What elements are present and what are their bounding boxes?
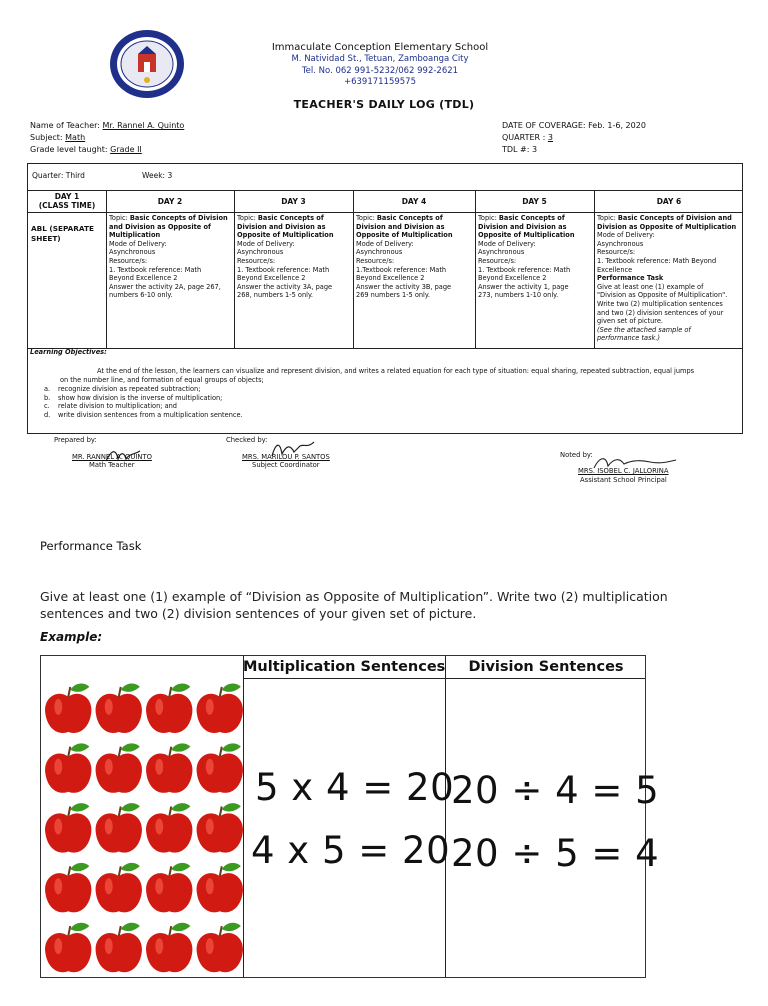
- cell-line: Answer the activity 1, page: [478, 282, 569, 291]
- coverage-field: [502, 121, 646, 130]
- tdl-table: [27, 163, 743, 434]
- apple-icon: [45, 684, 91, 733]
- performance-task-title: Performance Task: [40, 539, 142, 553]
- quarter-cell: Quarter: Third: [32, 172, 85, 180]
- cell-line: Asynchronous: [237, 248, 284, 257]
- week-cell: Week: 3: [142, 172, 173, 180]
- day4-header: DAY 4: [401, 197, 427, 206]
- cell-line: Mode of Delivery:: [109, 239, 167, 248]
- prepared-name: MR. RANNEL A. QUINTO: [72, 453, 152, 461]
- objectives-intro-2: on the number line, and formation of equal groups of objects;: [60, 376, 264, 384]
- cell-line: Asynchronous: [478, 248, 525, 257]
- cell-line: Beyond Excellence 2: [478, 274, 547, 283]
- subject-value: Math: [65, 133, 86, 142]
- day5-cell: [478, 214, 593, 300]
- objectives-list: [44, 385, 243, 419]
- multiplication-header: Multiplication Sentences: [243, 659, 446, 675]
- apple-icon: [146, 923, 192, 972]
- log-title: TEACHER'S DAILY LOG (TDL): [293, 98, 475, 111]
- apple-icon: [96, 743, 142, 792]
- tdl-field: [502, 145, 537, 154]
- topic-text: Topic: Basic Concepts of Division and Division as Opposite of Multiplication: [109, 214, 228, 240]
- example-table: [40, 655, 660, 978]
- quarter-field: [502, 133, 553, 142]
- cell-line: 1. Textbook reference: Math: [478, 265, 571, 274]
- topic-text: Topic: Basic Concepts of Division and Division as Opposite of Multiplication: [356, 214, 453, 240]
- cell-note: (See the attached sample of: [597, 325, 691, 334]
- day2-header: DAY 2: [157, 197, 183, 206]
- apple-icon: [96, 803, 142, 852]
- school-telephone: Tel. No. 062 991-5232/062 992-2621: [301, 66, 459, 76]
- objectives-label: Learning Objectives:: [30, 348, 107, 356]
- apple-icon: [45, 743, 91, 792]
- checked-label: Checked by:: [226, 436, 268, 444]
- multiplication-sentence-2: 4 x 5 = 20: [251, 829, 451, 872]
- prepared-title: Math Teacher: [89, 461, 135, 469]
- cell-line: Write two (2) multiplication sentences: [597, 299, 723, 308]
- tdl-value: 3: [532, 145, 538, 154]
- objective-item: d. write division sentences from a multiplication sentence.: [44, 410, 243, 419]
- day1-header: DAY 1 (CLASS TIME): [38, 192, 96, 210]
- cell-line: 1. Textbook reference: Math Beyond: [597, 256, 717, 265]
- cell-line: Mode of Delivery:: [478, 239, 536, 248]
- checked-name: MRS. MARILOU P. SANTOS: [242, 453, 330, 461]
- cell-note: performance task.): [597, 334, 660, 343]
- apple-icon: [96, 684, 142, 733]
- abl-cell: ABL (SEPARATE SHEET): [31, 224, 94, 243]
- division-header: Division Sentences: [468, 659, 624, 675]
- topic-text: Topic: Basic Concepts of Division and Division as Opposite of Multiplication: [597, 214, 737, 231]
- grade-field: [30, 145, 142, 154]
- prepared-label: Prepared by:: [54, 436, 97, 444]
- cell-line: "Division as Opposite of Multiplication".: [597, 291, 728, 300]
- checked-title: Subject Coordinator: [252, 461, 320, 469]
- day6-cell: [597, 214, 743, 343]
- cell-line: Resource/s:: [478, 256, 517, 265]
- apple-icon: [197, 803, 243, 852]
- cell-line: numbers 6-10 only.: [109, 291, 173, 300]
- teacher-field: [30, 121, 184, 130]
- apple-icon: [96, 863, 142, 912]
- cell-line: Asynchronous: [356, 248, 403, 257]
- teacher-value: Mr. Rannel A. Quinto: [102, 121, 185, 130]
- cell-line: 273, numbers 1-10 only.: [478, 291, 559, 300]
- cell-line: 268, numbers 1-5 only.: [237, 291, 314, 300]
- performance-task-heading: Performance Task: [597, 274, 664, 283]
- cell-line: 1. Textbook reference: Math: [237, 265, 330, 274]
- quarter-label: QUARTER :: [502, 133, 546, 142]
- day6-header: DAY 6: [656, 197, 682, 206]
- noted-label: Noted by:: [560, 451, 593, 459]
- school-seal-logo: [108, 28, 186, 100]
- cell-line: Answer the activity 2A, page 267,: [109, 282, 221, 291]
- cell-line: Excellence: [597, 265, 633, 274]
- cell-line: Resource/s:: [109, 256, 148, 265]
- cell-line: Answer the activity 3B, page: [356, 282, 452, 291]
- apple-icon: [96, 923, 142, 972]
- apple-icon: [146, 684, 192, 733]
- day2-cell: [109, 214, 233, 300]
- day3-cell: [237, 214, 352, 300]
- day3-header: DAY 3: [281, 197, 306, 206]
- coverage-label: DATE OF COVERAGE:: [502, 121, 586, 130]
- apple-grid: [41, 678, 243, 977]
- cell-line: given set of picture.: [597, 317, 664, 326]
- grade-label: Grade level taught:: [30, 145, 108, 154]
- multiplication-sentence-1: 5 x 4 = 20: [255, 766, 455, 809]
- apple-icon: [197, 743, 243, 792]
- school-address: M. Natividad St., Tetuan, Zamboanga City: [291, 54, 469, 64]
- cell-line: Beyond Excellence 2: [109, 274, 178, 283]
- apple-icon: [45, 923, 91, 972]
- objective-item: c. relate division to multiplication; and: [44, 402, 177, 411]
- cell-line: Asynchronous: [109, 248, 156, 257]
- teacher-label: Name of Teacher:: [30, 121, 100, 130]
- coverage-value: Feb. 1-6, 2020: [588, 121, 646, 130]
- cell-line: 1. Textbook reference: Math: [109, 265, 202, 274]
- cell-line: 269 numbers 1-5 only.: [356, 291, 430, 300]
- cell-line: Resource/s:: [597, 248, 636, 257]
- cell-line: Mode of Delivery:: [597, 231, 655, 240]
- division-sentence-1: 20 ÷ 4 = 5: [451, 769, 660, 812]
- noted-name: MRS. ISOBEL C. JALLORINA: [578, 467, 669, 475]
- cell-line: Asynchronous: [597, 239, 644, 248]
- topic-text: Topic: Basic Concepts of Division and Division as Opposite of Multiplication: [478, 214, 575, 240]
- performance-task-description: Give at least one (1) example of “Division as Opposite of Multiplication”. Write two (2) multiplication sentences and two (2) division sentences of your given set of picture.: [40, 589, 668, 621]
- day5-header: DAY 5: [522, 197, 547, 206]
- school-mobile: +639171159575: [343, 77, 417, 87]
- quarter-value: 3: [547, 133, 553, 142]
- apple-icon: [45, 863, 91, 912]
- cell-line: Give at least one (1) example of: [597, 282, 704, 291]
- apple-icon: [146, 743, 192, 792]
- cell-line: Resource/s:: [237, 256, 276, 265]
- cell-line: Beyond Excellence 2: [356, 274, 425, 283]
- apple-icon: [197, 684, 243, 733]
- objective-item: a. recognize division as repeated subtraction;: [44, 385, 201, 393]
- cell-line: 1.Textbook reference: Math: [356, 265, 447, 274]
- apple-icon: [197, 863, 243, 912]
- objectives-intro-1: At the end of the lesson, the learners can visualize and represent division, and writes a related equation for each type of situation: equal sharing, repeated subtraction, equal jumps: [97, 367, 695, 375]
- objective-item: b. show how division is the inverse of multiplication;: [44, 393, 223, 402]
- division-sentence-2: 20 ÷ 5 = 4: [451, 832, 660, 875]
- grade-value: Grade II: [110, 145, 142, 154]
- cell-line: Mode of Delivery:: [356, 239, 414, 248]
- subject-field: [30, 133, 85, 142]
- cell-line: and two (2) division sentences of your: [597, 308, 724, 317]
- cell-line: Mode of Delivery:: [237, 239, 295, 248]
- tdl-label: TDL #:: [502, 145, 530, 154]
- cell-line: Answer the activity 3A, page: [237, 282, 333, 291]
- day4-cell: [356, 214, 474, 300]
- noted-title: Assistant School Principal: [580, 476, 667, 484]
- apple-icon: [146, 863, 192, 912]
- school-name: Immaculate Conception Elementary School: [271, 42, 489, 53]
- apple-icon: [197, 923, 243, 972]
- cell-line: Resource/s:: [356, 256, 395, 265]
- cell-line: Beyond Excellence 2: [237, 274, 306, 283]
- apple-icon: [146, 803, 192, 852]
- subject-label: Subject:: [30, 133, 63, 142]
- topic-text: Topic: Basic Concepts of Division and Division as Opposite of Multiplication: [237, 214, 334, 240]
- example-label: Example:: [40, 630, 103, 644]
- apple-icon: [45, 803, 91, 852]
